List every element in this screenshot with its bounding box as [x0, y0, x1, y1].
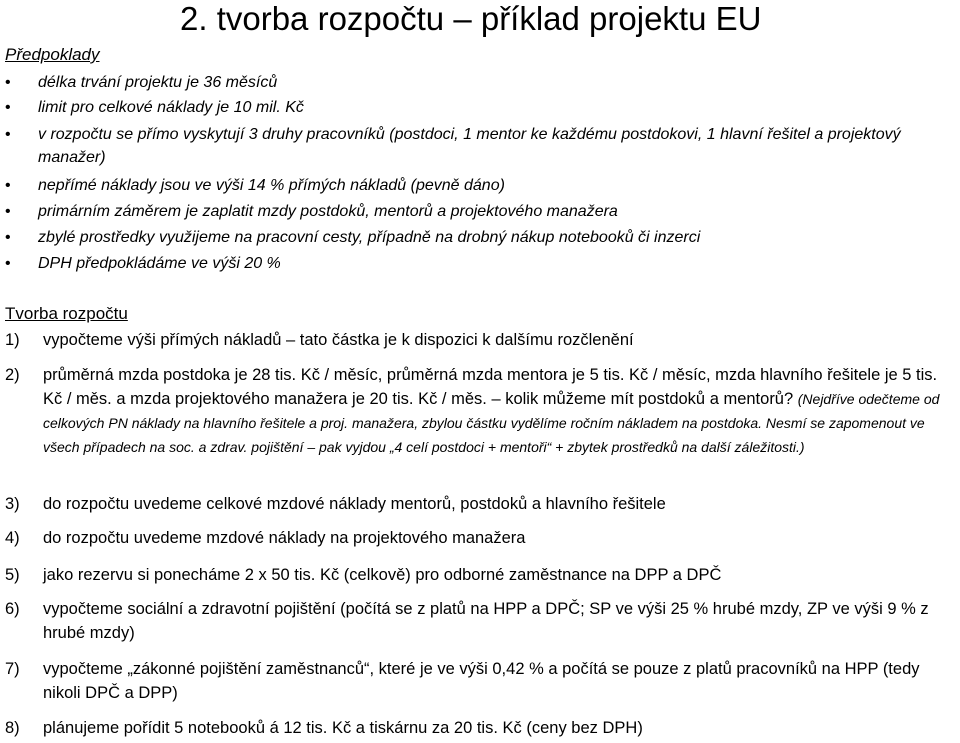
step-number: 6)	[5, 600, 20, 618]
step-text: plánujeme pořídit 5 notebooků á 12 tis. Kč a tiskárnu za 20 tis. Kč (ceny bez DPH)	[43, 719, 643, 737]
assumption-text: zbylé prostředky využijeme na pracovní cesty, případně na drobný nákup notebooků či inzerci	[38, 229, 701, 246]
step-text: vypočteme výši přímých nákladů – tato částka je k dispozici k dalšímu rozčlenění	[43, 331, 634, 349]
step-item	[5, 657, 960, 705]
assumption-text: primárním záměrem je zaplatit mzdy postdoků, mentorů a projektového manažera	[38, 203, 618, 220]
slide-title: 2. tvorba rozpočtu – příklad projektu EU	[180, 0, 762, 37]
step-number: 4)	[5, 529, 20, 547]
step-number: 1)	[5, 331, 20, 349]
assumption-item	[5, 174, 955, 197]
step-item	[5, 328, 960, 352]
step-item	[5, 563, 960, 587]
assumption-item	[5, 71, 955, 94]
step-text: průměrná mzda postdoka je 28 tis. Kč / měsíc, průměrná mzda mentora je 5 tis. Kč / měsíc, mzda hlavního řešitele je 5 tis. Kč / měs. a mzda projektového manažera je 20 tis. Kč / měs. – kolik můžeme mít postdoků a mentorů?	[43, 366, 938, 408]
assumption-text: v rozpočtu se přímo vyskytují 3 druhy pracovníků (postdoci, 1 mentor ke každému postdokovi, 1 hlavní řešitel a projektový manažer)	[38, 126, 901, 166]
assumptions-heading: Předpoklady	[5, 45, 100, 64]
step-number: 8)	[5, 719, 20, 737]
step-number: 3)	[5, 495, 20, 513]
step-text: vypočteme sociální a zdravotní pojištění (počítá se z platů na HPP a DPČ; SP ve výši 25 % hrubé mzdy, ZP ve výši 9 % z hrubé mzdy)	[43, 600, 929, 642]
assumption-item	[5, 252, 955, 275]
step-text: do rozpočtu uvedeme mzdové náklady na projektového manažera	[43, 529, 526, 547]
assumption-text: délka trvání projektu je 36 měsíců	[38, 74, 278, 91]
assumption-item	[5, 200, 955, 223]
assumption-item	[5, 226, 955, 249]
step-item	[5, 526, 960, 550]
assumption-item	[5, 96, 955, 119]
step-text: do rozpočtu uvedeme celkové mzdové náklady mentorů, postdoků a hlavního řešitele	[43, 495, 666, 513]
step-item	[5, 716, 960, 740]
assumption-item	[5, 123, 955, 169]
step-number: 2)	[5, 366, 20, 384]
assumption-text: limit pro celkové náklady je 10 mil. Kč	[38, 99, 304, 116]
step-text: vypočteme „zákonné pojištění zaměstnanců“, které je ve výši 0,42 % a počítá se pouze z platů pracovníků na HPP (tedy nikoli DPČ a DPP)	[43, 660, 920, 702]
step-text: jako rezervu si ponecháme 2 x 50 tis. Kč (celkově) pro odborné zaměstnance na DPP a DPČ	[43, 566, 722, 584]
assumption-text: nepřímé náklady jsou ve výši 14 % přímých nákladů (pevně dáno)	[38, 177, 505, 194]
step-number: 5)	[5, 566, 20, 584]
budget-heading: Tvorba rozpočtu	[5, 304, 128, 323]
step-note: (Nejdříve odečteme od celkových PN náklady na hlavního řešitele a proj. manažera, zbylou částku vydělíme ročním nákladem na postdoka. Nesmí se zapomenout ve všech případech na soc. a zdrav. pojištění – pak vyjdou „4 celí postdoci + mentoři“ + zbytek prostředků na další záležitosti.)	[43, 391, 940, 455]
assumption-text: DPH předpokládáme ve výši 20 %	[38, 255, 281, 272]
step-item	[5, 363, 960, 459]
step-item	[5, 597, 960, 645]
step-number: 7)	[5, 660, 20, 678]
step-item	[5, 492, 960, 516]
